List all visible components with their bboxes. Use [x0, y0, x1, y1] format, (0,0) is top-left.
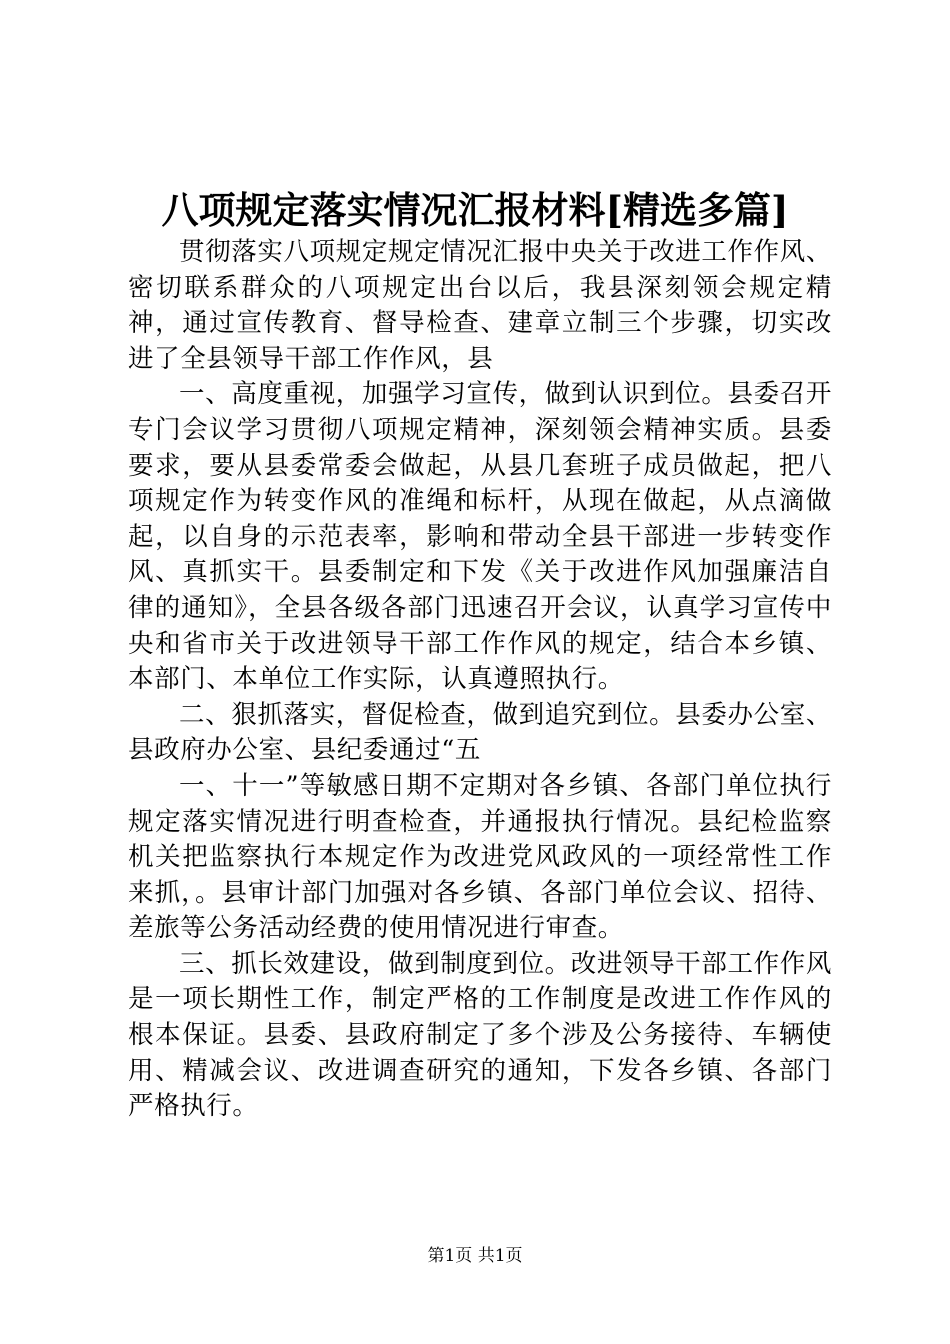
- paragraph-section-1: 一、高度重视，加强学习宣传，做到认识到位。县委召开专门会议学习贯彻八项规定精神，深刻领会精神实质。县委要求，要从县委常委会做起，从县几套班子成员做起，把八项规定作为转变作风的准绳和标杆，从现在做起，从点滴做起，以自身的示范表率，影响和带动全县干部进一步转变作风、真抓实干。县委制定和下发《关于改进作风加强廉洁自律的通知》，全县各级各部门迅速召开会议，认真学习宣传中央和省市关于改进领导干部工作作风的规定，结合本乡镇、本部门、本单位工作实际，认真遵照执行。: [128, 379, 832, 695]
- paragraph-intro: 贯彻落实八项规定规定情况汇报中央关于改进工作作风、密切联系群众的八项规定出台以后，我县深刻领会规定精神，通过宣传教育、督导检查、建章立制三个步骤，切实改进了全县领导干部工作作风，县: [128, 237, 832, 374]
- paragraph-section-3: 三、抓长效建设，做到制度到位。改进领导干部工作作风是一项长期性工作，制定严格的工作制度是改进工作作风的根本保证。县委、县政府制定了多个涉及公务接待、车辆使用、精减会议、改进调查研究的通知，下发各乡镇、各部门严格执行。: [128, 948, 832, 1122]
- paragraph-section-2: 二、狠抓落实，督促检查，做到追究到位。县委办公室、县政府办公室、县纪委通过“五: [128, 699, 832, 766]
- page-footer: 第1页 共1页: [427, 1246, 523, 1266]
- document-body: [128, 235, 832, 1125]
- paragraph-section-2-continued: 一、十一”等敏感日期不定期对各乡镇、各部门单位执行规定落实情况进行明查检查，并通报执行情况。县纪检监察机关把监察执行本规定作为改进党风政风的一项经常性工作来抓，。县审计部门加强对各乡镇、各部门单位会议、招待、差旅等公务活动经费的使用情况进行审查。: [128, 770, 832, 944]
- document-title: 八项规定落实情况汇报材料[精选多篇]: [161, 188, 789, 232]
